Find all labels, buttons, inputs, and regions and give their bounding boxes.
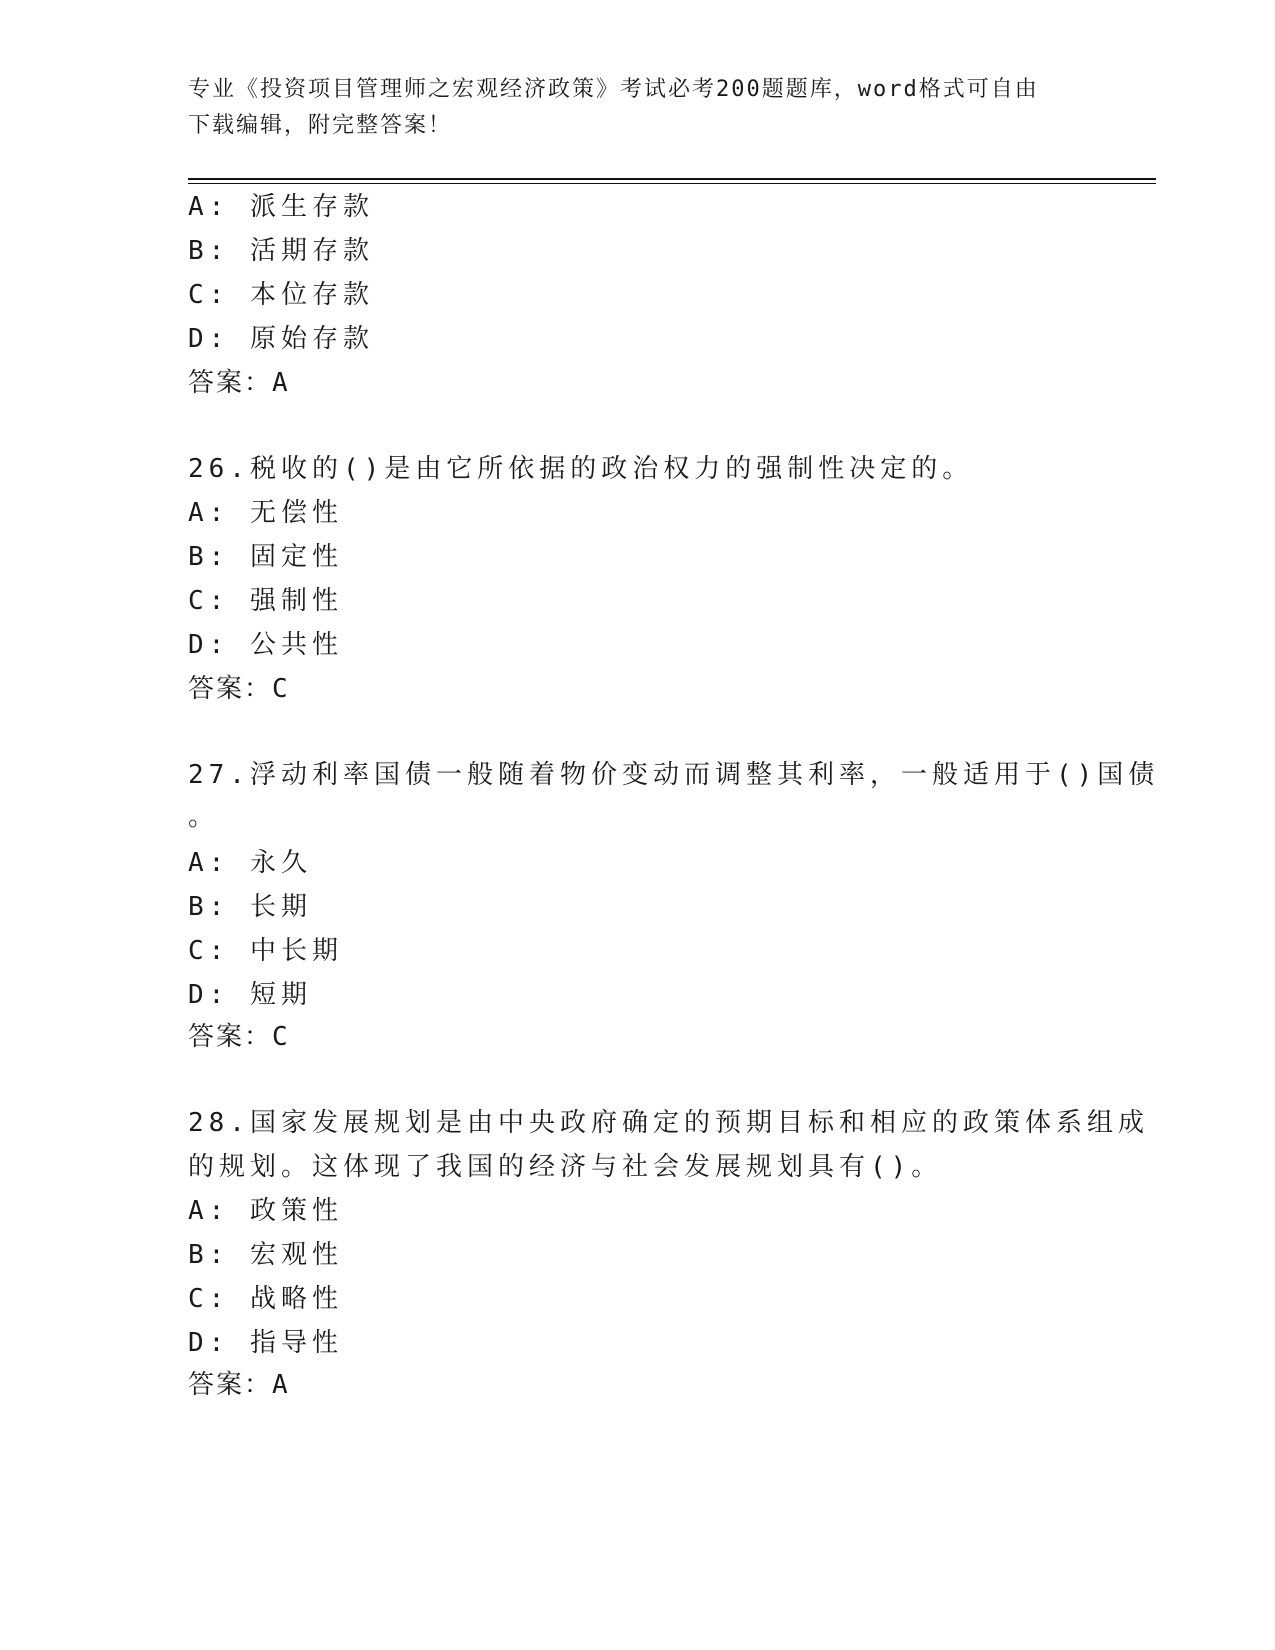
- header-line-2: 下载编辑，附完整答案！: [188, 113, 453, 138]
- q26-stem: 26.税收的()是由它所依据的政治权力的强制性决定的。: [188, 454, 974, 484]
- q28-option-d: D: 指导性: [188, 1328, 343, 1358]
- q25-option-c: C: 本位存款: [188, 280, 374, 310]
- q26-option-a: A: 无偿性: [188, 498, 343, 528]
- q26-option-d: D: 公共性: [188, 630, 343, 660]
- q25-option-a: A: 派生存款: [188, 192, 374, 222]
- header-line-1: 专业《投资项目管理师之宏观经济政策》考试必考200题题库，word格式可自由: [188, 77, 1039, 102]
- q28-option-a: A: 政策性: [188, 1196, 343, 1226]
- q25-option-b: B: 活期存款: [188, 236, 374, 266]
- q27-option-b: B: 长期: [188, 892, 312, 922]
- q27-option-d: D: 短期: [188, 980, 312, 1010]
- q26-option-b: B: 固定性: [188, 542, 343, 572]
- q27-option-a: A: 永久: [188, 848, 312, 878]
- q25-answer: 答案：A: [188, 368, 290, 398]
- q28-stem-line-1: 28.国家发展规划是由中央政府确定的预期目标和相应的政策体系组成: [188, 1108, 1149, 1138]
- header-divider-thick: [188, 178, 1156, 180]
- q28-answer: 答案：A: [188, 1370, 290, 1400]
- document-header: [188, 72, 1088, 144]
- header-divider-thin: [188, 183, 1156, 184]
- q26-option-c: C: 强制性: [188, 586, 343, 616]
- q27-option-c: C: 中长期: [188, 936, 343, 966]
- q28-stem-line-2: 的规划。这体现了我国的经济与社会发展规划具有()。: [188, 1152, 943, 1182]
- q27-stem-line-1: 27.浮动利率国债一般随着物价变动而调整其利率，一般适用于()国债: [188, 760, 1160, 790]
- q27-stem-line-2: 。: [188, 802, 220, 832]
- q25-option-d: D: 原始存款: [188, 324, 374, 354]
- q27-answer: 答案：C: [188, 1022, 290, 1052]
- q26-answer: 答案：C: [188, 674, 290, 704]
- q28-option-b: B: 宏观性: [188, 1240, 343, 1270]
- q28-option-c: C: 战略性: [188, 1284, 343, 1314]
